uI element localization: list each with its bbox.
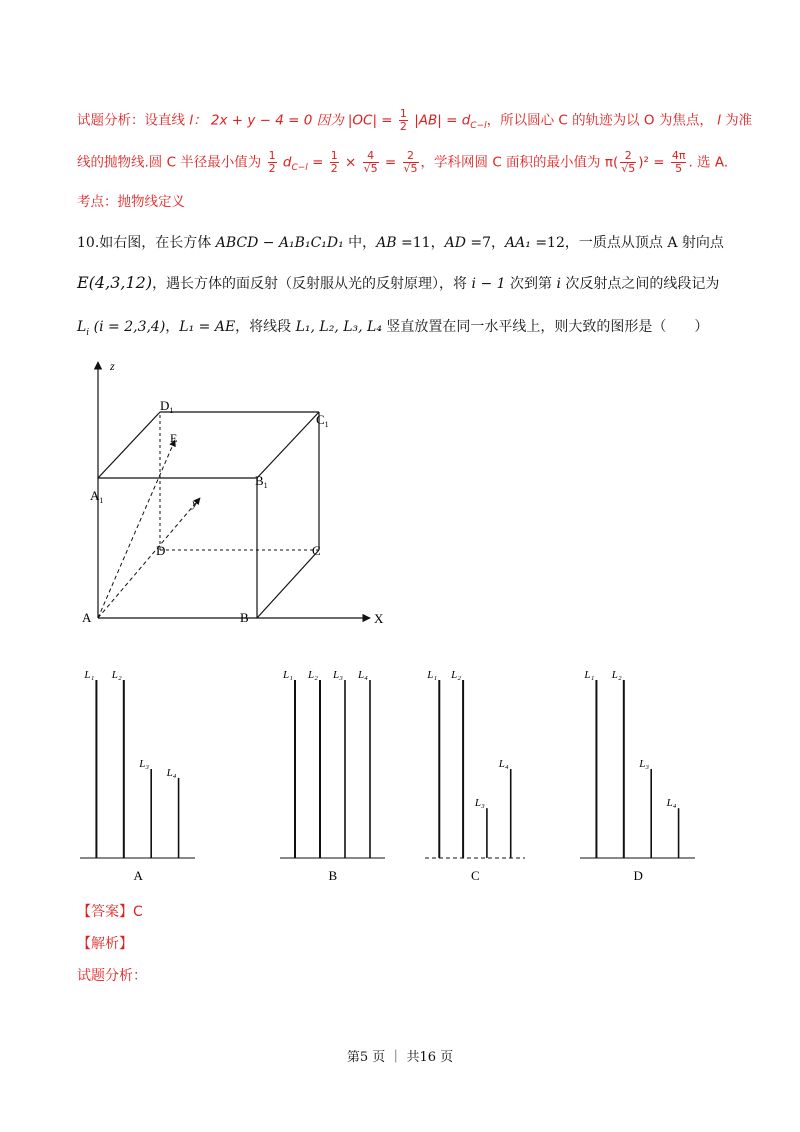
subscript: i bbox=[86, 327, 90, 338]
segment-label: L₁ bbox=[427, 669, 438, 681]
math-expression: i − 1 bbox=[471, 276, 506, 292]
math-expression: ABCD − A₁B₁C₁D₁ bbox=[215, 235, 344, 251]
analysis-text: = bbox=[380, 154, 401, 171]
fraction: $\frac{1}{2}$ bbox=[268, 149, 276, 175]
label-A: A bbox=[82, 610, 92, 625]
analysis-text: 为准 bbox=[720, 112, 753, 129]
question-text: 次反射点之间的线段记为 bbox=[560, 276, 720, 292]
fraction: $\frac{4}{√5}$ bbox=[363, 149, 378, 175]
question-line-2 bbox=[77, 273, 719, 293]
math-expression: AD bbox=[444, 235, 466, 251]
ray-AE bbox=[98, 440, 175, 618]
segment-label: L₁ bbox=[584, 669, 595, 681]
analysis-text: )² = bbox=[638, 154, 669, 171]
question-text: ，将线段 bbox=[235, 319, 296, 335]
question-text: 10.如右图，在长方体 bbox=[77, 235, 216, 251]
segment-label: L₃ bbox=[139, 758, 150, 770]
label-B: B bbox=[240, 610, 249, 625]
z-axis-label: z bbox=[110, 359, 115, 373]
question-text: 竖直放置在同一水平线上，则大致的图形是（ ） bbox=[381, 319, 709, 335]
option-a-diagram bbox=[80, 669, 195, 883]
option-d-diagram bbox=[580, 669, 695, 883]
analysis-text: ，学科网圆 C 面积的最小值为 π( bbox=[420, 154, 619, 171]
segment-label: L₄ bbox=[166, 766, 177, 779]
kaodian-line bbox=[77, 190, 185, 210]
question-text: =7， bbox=[465, 235, 506, 251]
fraction: $\frac{2}{√5}$ bbox=[403, 149, 418, 175]
segment-label: L₃ bbox=[639, 758, 650, 770]
analysis-line-2 bbox=[77, 150, 728, 175]
option-letter: B bbox=[328, 868, 338, 883]
math-expression: AA₁ bbox=[505, 235, 531, 251]
answer-line bbox=[77, 901, 143, 921]
math-expression: L₁, L₂, L₃, L₄ bbox=[295, 319, 382, 335]
analysis-intro-line bbox=[77, 965, 147, 985]
analysis-text: = bbox=[307, 154, 328, 171]
label-B1: $B_1$ bbox=[255, 473, 268, 490]
label-C1: $C_1$ bbox=[316, 412, 329, 429]
option-b-diagram bbox=[280, 669, 385, 883]
analysis-text: × bbox=[340, 154, 361, 171]
fraction: $\frac{4\pi}{5}$ bbox=[671, 149, 686, 175]
analysis-heading-line bbox=[77, 933, 133, 953]
analysis-intro: 试题分析： bbox=[77, 968, 147, 984]
answer-value: C bbox=[133, 904, 143, 920]
fraction: $\frac{1}{2}$ bbox=[330, 149, 338, 175]
edge-B-C bbox=[257, 550, 319, 618]
segment-label: L₃ bbox=[333, 669, 343, 681]
line-variable: l bbox=[189, 112, 194, 129]
segment-label: L₂ bbox=[111, 669, 122, 681]
analysis-text: 线的抛物线.圆 C 半径最小值为 bbox=[77, 154, 266, 171]
label-C: C bbox=[312, 543, 321, 558]
segment-label: L₃ bbox=[474, 797, 485, 810]
analysis-text: d bbox=[278, 154, 292, 171]
analysis-text: |AB| = d bbox=[409, 112, 471, 129]
question-text: ， bbox=[165, 319, 180, 335]
label-D: D bbox=[156, 543, 166, 558]
answer-label: 【答案】 bbox=[77, 904, 133, 920]
question-line-1 bbox=[77, 232, 724, 252]
math-expression: L bbox=[77, 319, 87, 335]
label-E: E bbox=[170, 431, 178, 445]
y-axis-label: y bbox=[192, 496, 198, 510]
option-letter: C bbox=[471, 868, 480, 883]
subscript: C−l bbox=[291, 163, 308, 174]
label-A1: $A_1$ bbox=[90, 488, 104, 505]
edge-A1-D1 bbox=[98, 412, 160, 478]
fraction: $\frac{2}{√5}$ bbox=[621, 149, 636, 175]
answer-options-figure bbox=[70, 650, 770, 890]
question-text: =12，一质点从顶点 A 射向点 bbox=[530, 235, 724, 251]
segment-label: L₁ bbox=[84, 669, 95, 681]
analysis-line-1 bbox=[77, 108, 752, 133]
subscript: C−l bbox=[470, 121, 487, 132]
cuboid-figure bbox=[80, 350, 410, 640]
line-variable: l bbox=[717, 112, 721, 129]
option-c-diagram bbox=[425, 669, 525, 883]
analysis-text: ： 2x + y − 4 = 0 因为 |OC| = bbox=[193, 112, 397, 129]
edge-B1-C1 bbox=[257, 412, 319, 478]
segment-label: L₂ bbox=[451, 669, 462, 681]
segment-label: L₄ bbox=[358, 669, 368, 681]
question-line-3 bbox=[77, 316, 708, 338]
question-text: ，遇长方体的面反射（反射服从光的反射原理），将 bbox=[152, 276, 472, 292]
analysis-text: . 选 A. bbox=[688, 154, 729, 171]
x-axis-label: X bbox=[374, 611, 384, 626]
question-text: 次到第 bbox=[505, 276, 557, 292]
analysis-label: 【解析】 bbox=[77, 936, 133, 952]
math-expression: E(4,3,12) bbox=[77, 273, 153, 292]
segment-label: L₁ bbox=[283, 669, 293, 681]
math-expression: L₁ = AE bbox=[179, 319, 236, 335]
kaodian-text: 考点：抛物线定义 bbox=[77, 194, 185, 210]
fraction: $\frac{1}{2}$ bbox=[399, 107, 407, 133]
segment-label: L₂ bbox=[611, 669, 622, 681]
page-footer: 第5 页 ｜ 共16 页 bbox=[346, 1050, 454, 1065]
analysis-text: 试题分析：设直线 bbox=[77, 112, 190, 129]
question-text: 中， bbox=[343, 235, 377, 251]
option-letter: D bbox=[633, 868, 643, 883]
math-expression: i bbox=[556, 276, 561, 292]
option-letter: A bbox=[133, 868, 143, 883]
math-expression: (i = 2,3,4) bbox=[89, 319, 166, 335]
segment-label: L₂ bbox=[308, 669, 318, 681]
math-expression: AB bbox=[376, 235, 397, 251]
label-D1: $D_1$ bbox=[160, 398, 174, 415]
segment-label: L₄ bbox=[666, 797, 677, 810]
analysis-text: ，所以圆心 C 的轨迹为以 O 为焦点， bbox=[486, 112, 718, 129]
segment-label: L₄ bbox=[498, 758, 509, 770]
question-text: =11， bbox=[396, 235, 445, 251]
y-axis bbox=[98, 498, 200, 618]
